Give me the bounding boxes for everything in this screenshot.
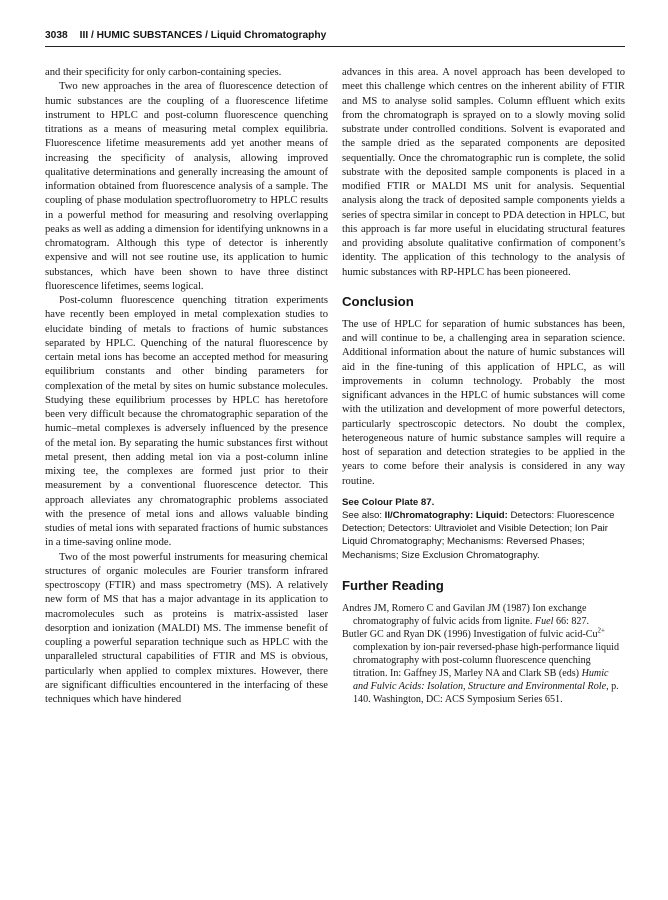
conclusion-heading: Conclusion [342, 293, 414, 309]
paragraph-ftir-ms-continued: advances in this area. A novel approach has been developed to meet this challenge which centres on the inherent ability of FTIR and MS to analyse solid samples. Column effluent which exits from the chromatograph is sprayed on to a slowly moving solid substrate under controlled conditions. Solvent is evaporated and the sample dried as the separated components are deposited sequentially. Once the chromatographic run is complete, the solid substrate with the deposited sample components is placed in a modified FTIR or MALDI MS unit for analysis. Sequential analysis along the track of deposited sample components yields a series of spectra similar in concept to PDA detection in HPLC, but this approach is far more useful in elucidating structural features and providing absolute qualitative confirmation of component’s identity. The application of this technology to the analysis of humic substances with RP-HPLC has been pioneered. [342, 67, 625, 278]
left-column [45, 66, 328, 707]
see-also-section-link[interactable]: II/Chromatography: Liquid: [384, 509, 508, 521]
see-also-items[interactable]: Detectors: Fluorescence Detection; Detectors: Ultraviolet and Visible Detection; Ion Pair Liquid Chromatography; Mechanisms: Reversed Phases; Mechanisms; Size Exclusion Chromatography. [342, 509, 615, 561]
paragraph-continuation: and their specificity for only carbon-containing species. [45, 67, 282, 78]
reference-butler [342, 628, 625, 707]
reference-journal: Fuel [534, 615, 554, 627]
reference-andres [342, 602, 625, 628]
conclusion-paragraph: The use of HPLC for separation of humic substances has been, and will continue to be, a challenging area in separation science. Additional information about the nature of humic substances will aid in the fine-tuning of this application of HPLC, as will improvements in column technology. Probably the most significant advances in the HPLC of humic substances will come with the utilization and development of more powerful detectors, particularly spectroscopic detectors. No doubt the complex, heterogeneous nature of humic substance samples will require a host of separation and detection strategies to be applied in the years to come before their analysis is considered in any way routine. [342, 318, 625, 487]
reference-text-continued: complexation by ion-pair reversed-phase high-performance liquid chromatography with post-column fluorescence quenching titration. In: Gaffney JS, Marley NA and Clark SB (eds) [353, 642, 619, 680]
reference-text: Andres JM, Romero C and Gavilan JM (1987) Ion exchange chromatography of fulvic acids from lignite. [342, 602, 587, 627]
reference-tail: 66: 827. [553, 615, 590, 627]
see-also-prefix: See also: [342, 509, 385, 521]
running-header [45, 30, 625, 41]
see-also [342, 509, 625, 562]
reference-book-title: Humic and Fulvic Acids: Isolation, Structure and Environmental Role [353, 668, 609, 693]
running-title: III / HUMIC SUBSTANCES / Liquid Chromatography [79, 30, 327, 41]
header-rule [45, 46, 625, 47]
reference-text: Butler GC and Ryan DK (1996) Investigation of fulvic acid-Cu [342, 628, 598, 640]
right-column [342, 66, 625, 707]
paragraph-quenching-titration: Post-column fluorescence quenching titration experiments have recently been employed in metal complexation studies to elucidate binding of metals to fractions of humic substances separated by HPLC. Quenching of the natural fluorescence by certain metal ions has become an accepted method for measuring equilibrium constants and other binding parameters for complexation of the metal by sites on humic substance molecules. Studying these equilibrium processes by HPLC has heretofore been very difficult because the chromatographic separation of the humic–metal complexes is adversely influenced by the presence of the metal ion. By separating the humic substances first without metal present, then adding metal ion via a post-column inline mixing tee, the complexes are formed just prior to their measurement by a conventional fluorescence detector. This approach alleviates any chromatographic problems associated with the presence of metal ions and allows valuable binding studies of metal ions with separated fractions of humic substances in a time-saving online mode. [45, 295, 328, 549]
reference-tail: , p. 140. Washington, DC: ACS Symposium Series 651. [353, 681, 619, 706]
page-number: 3038 [45, 30, 68, 41]
colour-plate-note: See Colour Plate 87. [342, 496, 435, 508]
reference-superscript: 2+ [597, 626, 605, 635]
paragraph-fluorescence-approaches: Two new approaches in the area of fluorescence detection of humic substances are the coupling of a fluorescence lifetime instrument to HPLC and post-column fluorescence quenching titrations as a means of measuring metal complex equilibria. Fluorescence lifetime measurements add yet another means of increasing the specificity of analysis, allowing improved qualitative determinations and generally increasing the amount of information obtained from fluorescence analysis of a sample. The coupling of phase modulation spectrofluorometry to HPLC results in a powerful method for measuring and resolving overlapping peaks as well as adding a dimension for identifying unknowns in a chromatogram. Although this type of detector is inherently expensive and will not see routine use, its application to humic substances, which have been shown to have three distinct fluorescence lifetimes, seems logical. [45, 81, 328, 292]
further-reading-heading: Further Reading [342, 577, 444, 593]
paragraph-ftir-ms: Two of the most powerful instruments for measuring chemical structures of organic molecules are Fourier transform infrared spectroscopy (FTIR) and mass spectrometry (MS). A relatively new form of MS that has a major advantage in its application to macromolecules such as proteins is matrix-assisted laser desorption and ionization (MALDI) MS. The immense benefit of coupling a powerful separation technique such as HPLC with the unparalleled structural capabilities of FTIR and MS is obvious, particularly when applied to complex mixtures. However, there are significant difficulties encountered in the interfacing of these techniques which have hindered [45, 551, 328, 705]
